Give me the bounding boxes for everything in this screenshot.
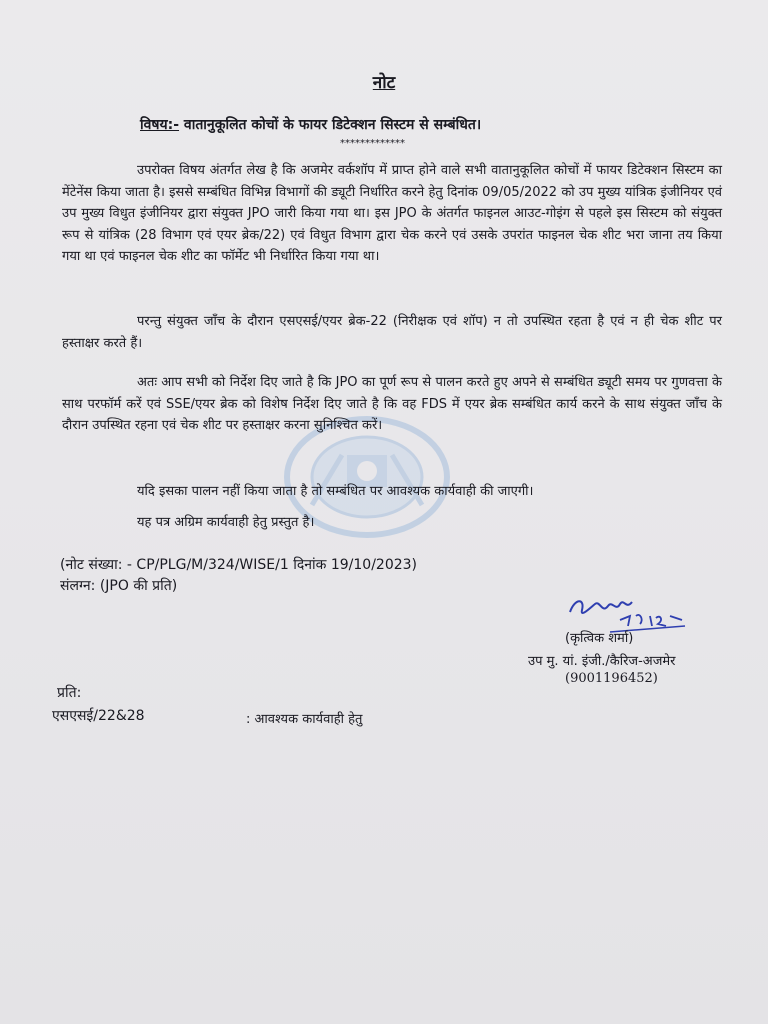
signatory-name: (कृत्विक शर्मा)	[565, 631, 634, 646]
signatory-phone: (9001196452)	[565, 671, 658, 686]
document-title: नोट	[372, 73, 396, 93]
paragraph-5: यह पत्र अग्रिम कार्यवाही हेतु प्रस्तुत है।	[137, 515, 315, 530]
subject-text: वातानुकूलित कोचों के फायर डिटेक्शन सिस्टम से सम्बंधित।	[183, 117, 482, 133]
enclosure: संलग्न: (JPO की प्रति)	[60, 578, 178, 594]
subject-line	[140, 115, 481, 134]
recipient-action: : आवश्यक कार्यवाही हेतु	[246, 712, 363, 727]
paragraph-3: अतः आप सभी को निर्देश दिए जाते है कि JPO का पूर्ण रूप से पालन करते हुए अपने से सम्बंधित ड्यूटी समय पर गुणवत्ता के साथ परफॉर्म करें एवं SSE/एयर ब्रेक को विशेष निर्देश दिए जाते है कि वह FDS में एयर ब्रेक सम्बंधित कार्य करने के साथ संयुक्त जाँच के दौरान उपस्थित रहना एवं चेक शीट पर हस्ताक्षर करना सुनिश्चित करें।	[62, 375, 722, 433]
paragraph-1: उपरोक्त विषय अंतर्गत लेख है कि अजमेर वर्कशॉप में प्राप्त होने वाले सभी वातानुकूलित कोचों में फायर डिटेक्शन सिस्टम का मेंटेनेंस किया जाता है। इससे सम्बंधित विभिन्न विभागों की ड्यूटी निर्धारित करने हेतु दिनांक 09/05/2022 को उप मुख्य यांत्रिक इंजीनियर एवं उप मुख्य विधुत इंजीनियर द्वारा संयुक्त JPO जारी किया गया था। इस JPO के अंतर्गत फाइनल आउट-गोइंग से पहले इस सिस्टम को संयुक्त रूप से यांत्रिक (28 विभाग एवं एयर ब्रेक/22) एवं विधुत विभाग द्वारा चेक करने एवं उसके उपरांत फाइनल चेक शीट भरा जाना तय किया गया था एवं फाइनल चेक शीट का फॉर्मेट भी निर्धारित किया गया था।	[62, 163, 722, 264]
recipient-name: एसएसई/22&28	[52, 708, 145, 724]
separator: *************	[340, 138, 405, 149]
to-label: प्रति:	[57, 685, 82, 701]
signatory-designation: उप मु. यां. इंजी./कैरिज-अजमेर	[528, 654, 676, 669]
subject-prefix: विषय:-	[140, 117, 180, 133]
note-number: (नोट संख्या: - CP/PLG/M/324/WISE/1 दिनांक 19/10/2023)	[60, 557, 417, 573]
paragraph-2: परन्तु संयुक्त जाँच के दौरान एसएसई/एयर ब्रेक-22 (निरीक्षक एवं शॉप) न तो उपस्थित रहता है एवं न ही चेक शीट पर हस्ताक्षर करते हैं।	[62, 314, 722, 351]
paragraph-4: यदि इसका पालन नहीं किया जाता है तो सम्बंधित पर आवश्यक कार्यवाही की जाएगी।	[137, 484, 534, 499]
